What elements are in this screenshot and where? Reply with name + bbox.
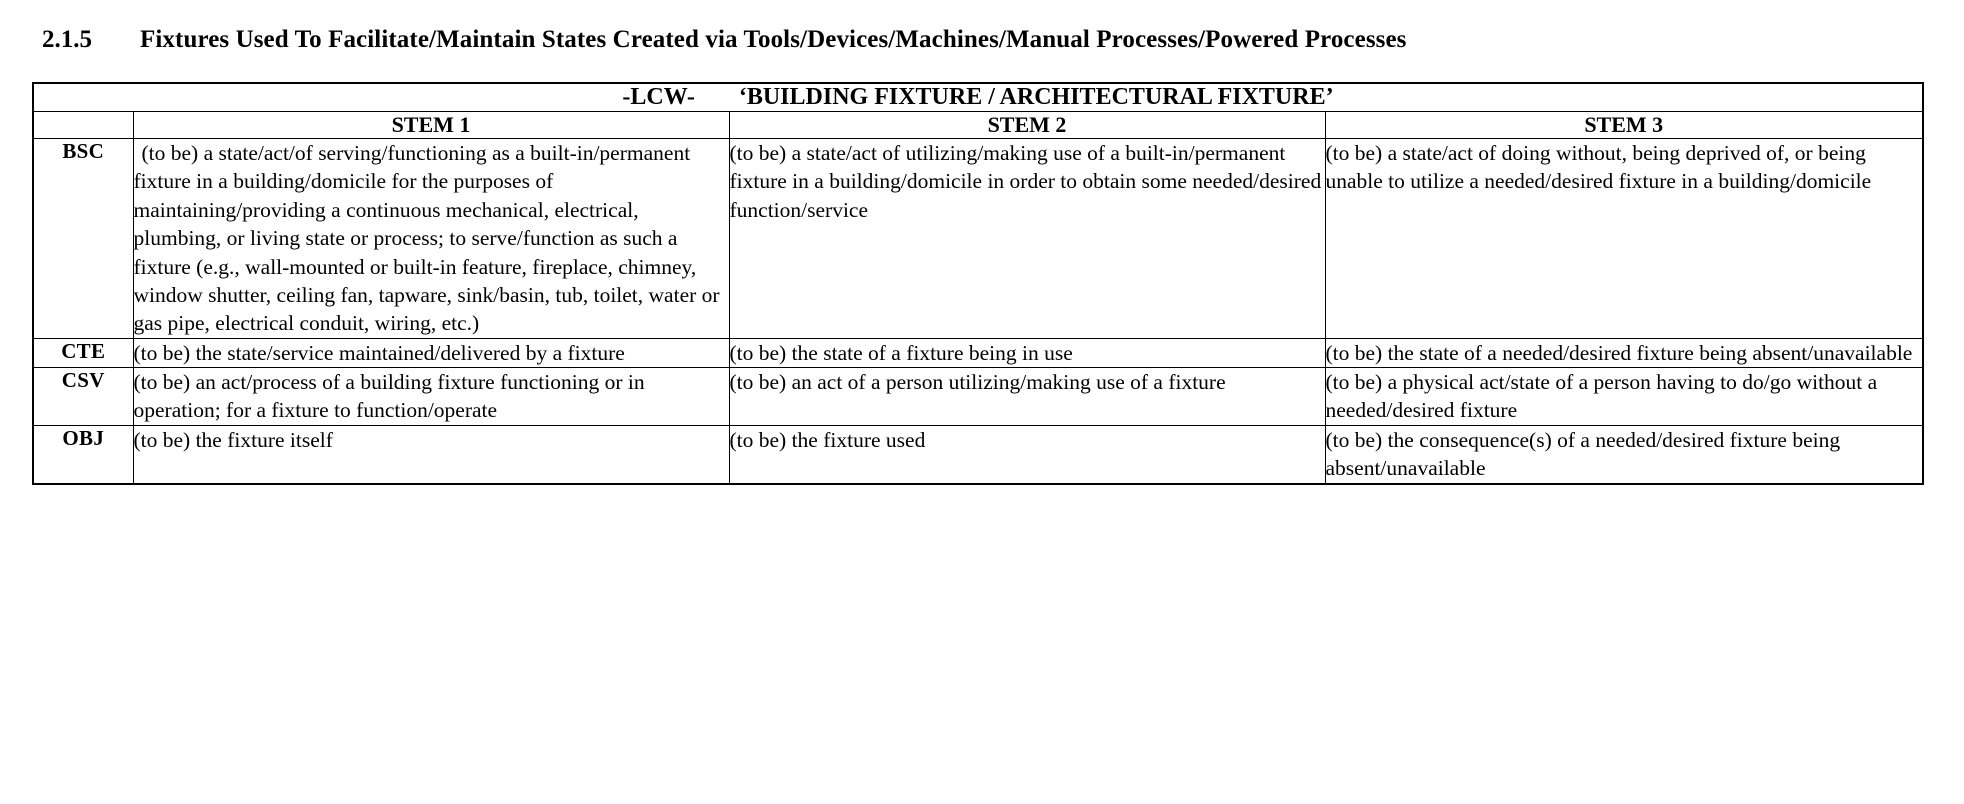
cell-csv-stem2: (to be) an act of a person utilizing/making use of a fixture bbox=[729, 368, 1325, 426]
cell-bsc-stem2: (to be) a state/act of utilizing/making use of a built-in/permanent fixture in a building/domicile in order to obtain some needed/desired function/service bbox=[729, 139, 1325, 339]
cell-cte-stem2: (to be) the state of a fixture being in use bbox=[729, 338, 1325, 367]
document-page bbox=[0, 26, 1964, 804]
table-row bbox=[33, 425, 1923, 483]
column-header-stem-3: STEM 3 bbox=[1325, 112, 1923, 139]
table-row bbox=[33, 368, 1923, 426]
section-number: 2.1.5 bbox=[42, 26, 92, 53]
lcw-tag: -LCW- bbox=[622, 84, 695, 110]
lcw-table bbox=[32, 82, 1924, 485]
table-row bbox=[33, 338, 1923, 367]
table-row bbox=[33, 139, 1923, 339]
row-label-bsc: BSC bbox=[33, 139, 133, 339]
section-heading bbox=[42, 26, 1964, 54]
cell-obj-stem2: (to be) the fixture used bbox=[729, 425, 1325, 483]
lcw-table-container bbox=[32, 82, 1922, 485]
cell-obj-stem1: (to be) the fixture itself bbox=[133, 425, 729, 483]
cell-bsc-stem3: (to be) a state/act of doing without, being deprived of, or being unable to utilize a needed/desired fixture in a building/domicile bbox=[1325, 139, 1923, 339]
lcw-name: ‘BUILDING FIXTURE / ARCHITECTURAL FIXTURE’ bbox=[738, 84, 1334, 110]
table-title-cell bbox=[33, 83, 1923, 112]
column-header-stem-2: STEM 2 bbox=[729, 112, 1325, 139]
column-header-stem-1: STEM 1 bbox=[133, 112, 729, 139]
cell-csv-stem1: (to be) an act/process of a building fixture functioning or in operation; for a fixture to function/operate bbox=[133, 368, 729, 426]
table-corner-cell bbox=[33, 112, 133, 139]
table-title-row bbox=[33, 83, 1923, 112]
cell-cte-stem1: (to be) the state/service maintained/delivered by a fixture bbox=[133, 338, 729, 367]
row-label-csv: CSV bbox=[33, 368, 133, 426]
table-header-row bbox=[33, 112, 1923, 139]
cell-csv-stem3: (to be) a physical act/state of a person having to do/go without a needed/desired fixture bbox=[1325, 368, 1923, 426]
row-label-cte: CTE bbox=[33, 338, 133, 367]
row-label-obj: OBJ bbox=[33, 425, 133, 483]
cell-bsc-stem1: (to be) a state/act/of serving/functioning as a built-in/permanent fixture in a building/domicile for the purposes of maintaining/providing a continuous mechanical, electrical, plumbing, or living state or process; to serve/function as such a fixture (e.g., wall-mounted or built-in feature, fireplace, chimney, window shutter, ceiling fan, tapware, sink/basin, tub, toilet, water or gas pipe, electrical conduit, wiring, etc.) bbox=[133, 139, 729, 339]
cell-cte-stem3: (to be) the state of a needed/desired fixture being absent/unavailable bbox=[1325, 338, 1923, 367]
cell-obj-stem3: (to be) the consequence(s) of a needed/desired fixture being absent/unavailable bbox=[1325, 425, 1923, 483]
page-title: Fixtures Used To Facilitate/Maintain States Created via Tools/Devices/Machines/Manual Processes/Powered Processes bbox=[140, 26, 1407, 53]
